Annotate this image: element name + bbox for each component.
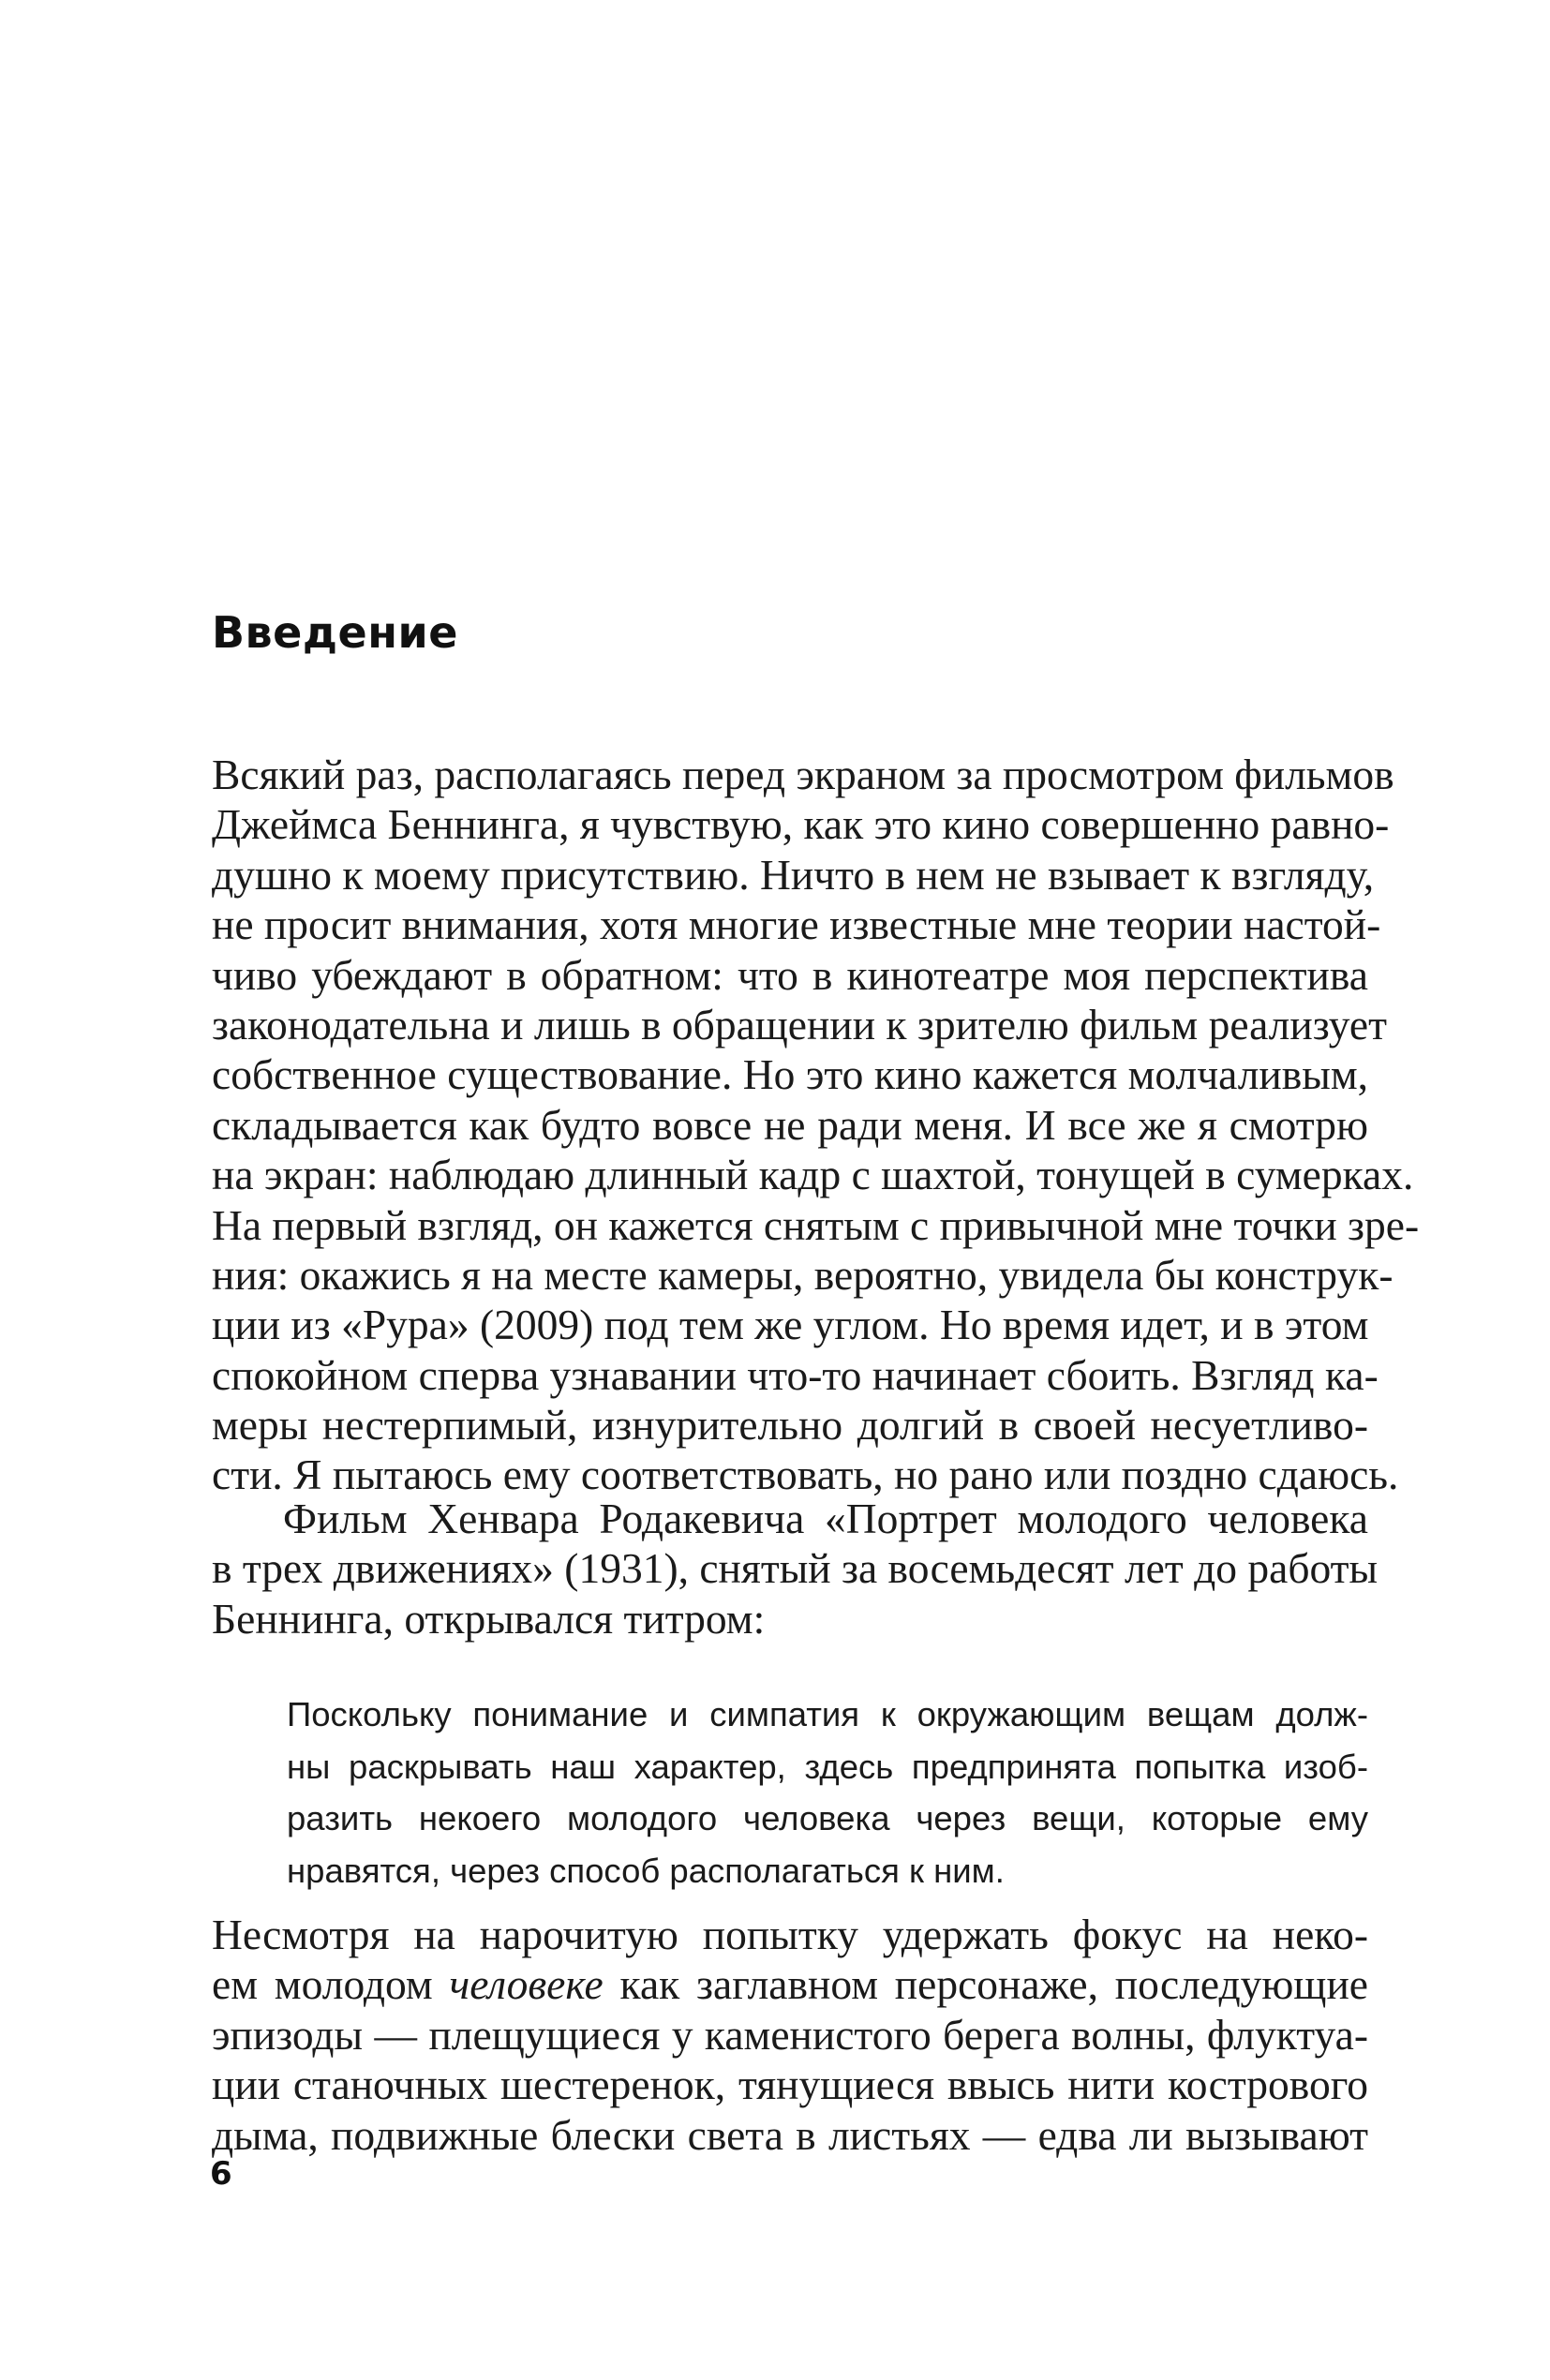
italic-emphasis: человеке [449, 1960, 604, 2009]
text-line: чиво убеждают в обратном: что в кинотеатре моя перспектива [212, 950, 1368, 999]
block-quote [287, 1688, 1368, 1897]
text-line: на экран: наблюдаю длинный кадр с шахтой, тонущей в сумерках. [212, 1151, 1414, 1199]
text-line: Фильм Хенвара Родакевича «Портрет молодого человека [283, 1495, 1368, 1542]
quote-line: ны раскрывать наш характер, здесь предпринята попытка изоб- [287, 1747, 1368, 1786]
paragraph-2 [212, 1494, 1379, 1644]
text-line: в трех движениях» (1931), снятый за восемьдесят лет до работы [212, 1544, 1379, 1593]
text-line: собственное существование. Но это кино кажется молчаливым, [212, 1050, 1368, 1099]
text-line: Джеймса Беннинга, я чувствую, как это кино совершенно равно- [212, 800, 1390, 849]
text-span: как заглавном персонаже, последующие [603, 1960, 1368, 2009]
text-line: законодательна и лишь в обращении к зрителю фильм реализует [212, 1000, 1387, 1049]
text-line: На первый взгляд, он кажется снятым с привычной мне точки зре- [212, 1200, 1420, 1249]
text-line: Всякий раз, располагаясь перед экраном за просмотром фильмов [212, 751, 1394, 798]
text-line: ния: окажись я на месте камеры, вероятно, увидела бы конструк- [212, 1250, 1394, 1299]
page-number: 6 [210, 2155, 232, 2193]
text-line: Беннинга, открывался титром: [212, 1594, 766, 1643]
text-line [212, 1959, 1368, 2009]
text-line: эпизоды — плещущиеся у каменистого берега волны, флуктуа- [212, 2010, 1368, 2059]
paragraph-1 [212, 750, 1420, 1500]
text-line: сти. Я пытаюсь ему соответствовать, но рано или поздно сдаюсь. [212, 1450, 1399, 1499]
quote-line: Поскольку понимание и симпатия к окружающим вещам долж- [287, 1695, 1368, 1733]
text-line: не просит внимания, хотя многие известные мне теории настой- [212, 900, 1381, 949]
text-line: спокойном сперва узнавании что-то начинает сбоить. Взгляд ка- [212, 1350, 1379, 1399]
chapter-heading: Введение [212, 607, 458, 658]
text-line: ции станочных шестеренок, тянущиеся ввысь нити кострового [212, 2060, 1368, 2109]
text-line: меры нестерпимый, изнурительно долгий в своей несуетливо- [212, 1401, 1368, 1450]
text-line: душно к моему присутствию. Ничто в нем не взывает к взгляду, [212, 850, 1375, 899]
text-line: дыма, подвижные блески света в листьях — едва ли вызывают [212, 2110, 1368, 2159]
text-line: Несмотря на нарочитую попытку удержать фокус на неко- [212, 1911, 1368, 1958]
quote-line: нравятся, через способ располагаться к ним. [287, 1852, 1005, 1891]
text-span: ем молодом [212, 1960, 450, 2009]
paragraph-3 [212, 1910, 1368, 2160]
quote-line: разить некоего молодого человека через вещи, которые ему [287, 1799, 1368, 1838]
text-line: ции из «Рура» (2009) под тем же углом. Но время идет, и в этом [212, 1301, 1369, 1349]
text-line: складывается как будто вовсе не ради меня. И все же я смотрю [212, 1100, 1368, 1149]
